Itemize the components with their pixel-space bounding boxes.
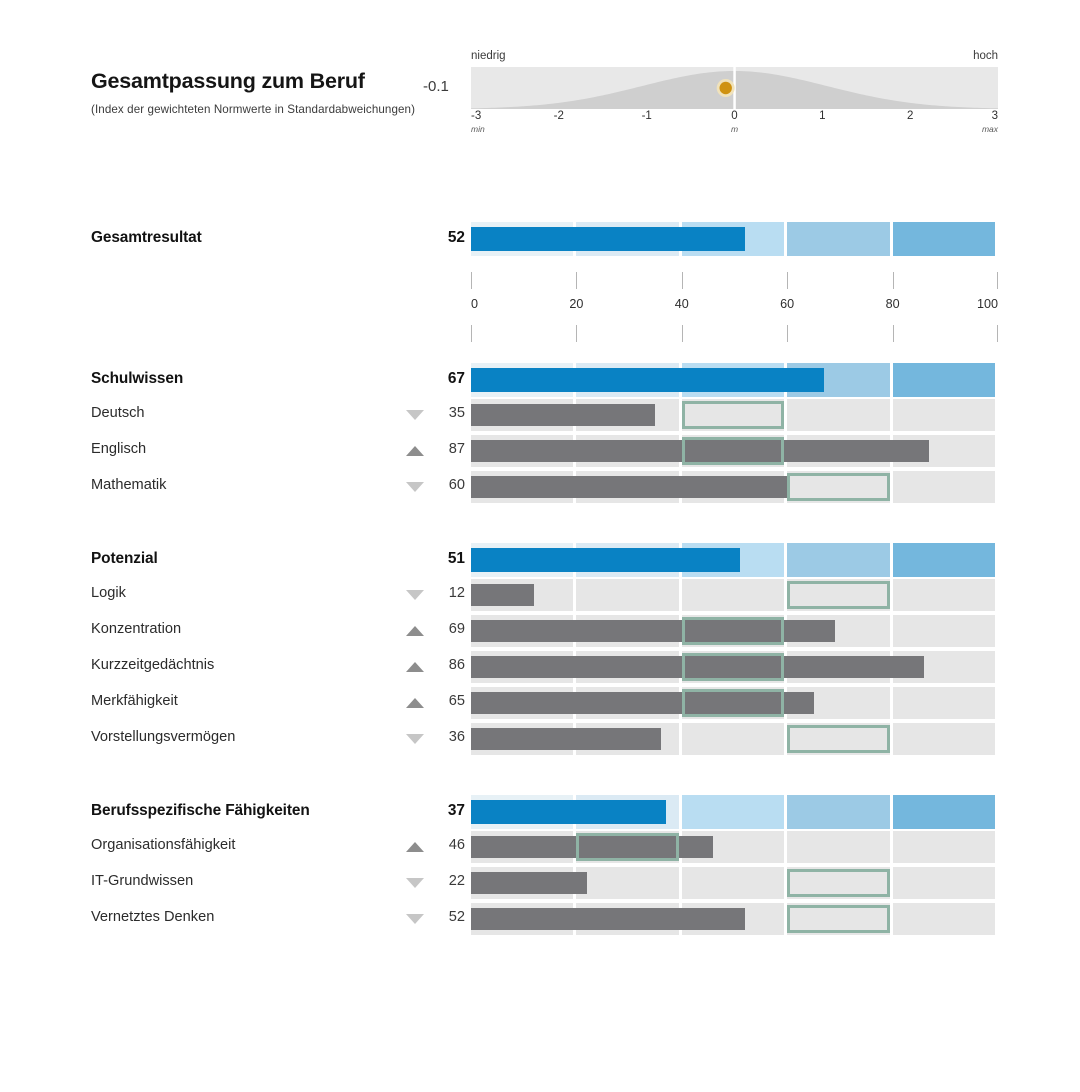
section-label: Berufsspezifische Fähigkeiten bbox=[91, 802, 310, 819]
track-segment bbox=[787, 795, 889, 829]
axis-tick bbox=[471, 272, 472, 289]
subscale-label: IT-Grundwissen bbox=[91, 873, 194, 889]
track-segment bbox=[787, 831, 889, 863]
page-title: Gesamtpassung zum Beruf bbox=[91, 69, 365, 93]
report-header bbox=[91, 70, 451, 116]
subscale-value-bar bbox=[471, 476, 787, 498]
target-range-box bbox=[682, 653, 784, 681]
target-range-box bbox=[787, 905, 889, 933]
section-value: 37 bbox=[447, 802, 465, 819]
subscale-row bbox=[0, 651, 1080, 683]
axis-label: 60 bbox=[780, 297, 795, 311]
axis-tick bbox=[787, 272, 788, 289]
track-segment bbox=[893, 579, 995, 611]
normal-distribution-svg bbox=[471, 67, 998, 109]
distribution-tick: -1 bbox=[641, 110, 652, 122]
subscale-label: Logik bbox=[91, 585, 126, 601]
subscale-row bbox=[0, 867, 1080, 899]
subscale-label: Deutsch bbox=[91, 405, 145, 421]
axis-tick bbox=[471, 325, 472, 342]
trend-down-icon bbox=[406, 590, 426, 602]
overall-index-value: -0.1 bbox=[423, 78, 449, 95]
axis-tick bbox=[576, 272, 577, 289]
subscale-label: Organisationsfähigkeit bbox=[91, 837, 236, 853]
subscale-track bbox=[471, 615, 998, 647]
trend-down-icon bbox=[406, 914, 426, 926]
track-segment bbox=[893, 867, 995, 899]
trend-up-icon bbox=[406, 698, 426, 710]
subscale-row bbox=[0, 723, 1080, 755]
target-range-box bbox=[787, 869, 889, 897]
section-value-bar bbox=[471, 800, 666, 824]
section-label: Potenzial bbox=[91, 550, 158, 567]
axis-label: 40 bbox=[674, 297, 689, 311]
subscale-row bbox=[0, 687, 1080, 719]
subscale-row bbox=[0, 903, 1080, 935]
distribution-tick: -3 min bbox=[471, 110, 485, 134]
target-range-box bbox=[787, 581, 889, 609]
subscale-track bbox=[471, 831, 998, 863]
axis-tick bbox=[682, 272, 683, 289]
subscale-row bbox=[0, 615, 1080, 647]
track-segment bbox=[682, 795, 784, 829]
track-segment bbox=[576, 867, 678, 899]
subscale-value: 69 bbox=[448, 621, 465, 637]
axis-tick bbox=[893, 272, 894, 289]
subscale-value-bar bbox=[471, 872, 587, 894]
track-segment bbox=[893, 222, 995, 256]
subscale-track bbox=[471, 651, 998, 683]
subscale-value-bar bbox=[471, 908, 745, 930]
track-segment bbox=[893, 543, 995, 577]
axis-label: 100 bbox=[976, 297, 998, 311]
subscale-label: Mathematik bbox=[91, 477, 167, 493]
subscale-label: Kurzzeitgedächtnis bbox=[91, 657, 215, 673]
subscale-value-bar bbox=[471, 584, 534, 606]
section-label: Gesamtresultat bbox=[91, 229, 202, 246]
axis-tick bbox=[576, 325, 577, 342]
subscale-row bbox=[0, 435, 1080, 467]
subscale-row bbox=[0, 471, 1080, 503]
subscale-value: 35 bbox=[448, 405, 465, 421]
subscale-track bbox=[471, 399, 998, 431]
subscale-track bbox=[471, 723, 998, 755]
section-track bbox=[471, 222, 998, 256]
section-label: Schulwissen bbox=[91, 370, 184, 387]
subscale-value: 36 bbox=[448, 729, 465, 745]
section-value: 51 bbox=[447, 550, 465, 567]
trend-up-icon bbox=[406, 446, 426, 458]
track-segment bbox=[787, 543, 889, 577]
section-value: 67 bbox=[447, 370, 465, 387]
distribution-tick: 0 m bbox=[730, 110, 739, 134]
track-segment bbox=[893, 723, 995, 755]
axis-tick bbox=[893, 325, 894, 342]
axis-label: 20 bbox=[569, 297, 584, 311]
trend-up-icon bbox=[406, 662, 426, 674]
subscale-label: Vernetztes Denken bbox=[91, 909, 215, 925]
track-segment bbox=[787, 222, 889, 256]
subscale-value: 87 bbox=[448, 441, 465, 457]
track-segment bbox=[787, 399, 889, 431]
subscale-value: 12 bbox=[448, 585, 465, 601]
distribution-tick: 1 bbox=[819, 110, 826, 122]
axis-tick bbox=[787, 325, 788, 342]
track-segment bbox=[893, 471, 995, 503]
target-range-box bbox=[787, 725, 889, 753]
target-range-box bbox=[576, 833, 678, 861]
target-range-box bbox=[682, 689, 784, 717]
axis-tick bbox=[997, 272, 998, 289]
section-value-bar bbox=[471, 227, 745, 251]
subscale-value: 52 bbox=[448, 909, 465, 925]
section-value: 52 bbox=[447, 229, 465, 246]
target-range-box bbox=[682, 401, 784, 429]
distribution-axis bbox=[471, 111, 998, 135]
subscale-value: 46 bbox=[448, 837, 465, 853]
subscale-row bbox=[0, 579, 1080, 611]
track-segment bbox=[893, 363, 995, 397]
axis-tick bbox=[682, 325, 683, 342]
track-segment bbox=[893, 831, 995, 863]
track-segment bbox=[893, 615, 995, 647]
target-range-box bbox=[682, 437, 784, 465]
trend-down-icon bbox=[406, 482, 426, 494]
track-segment bbox=[682, 579, 784, 611]
subscale-label: Englisch bbox=[91, 441, 147, 457]
axis-label: 80 bbox=[885, 297, 900, 311]
track-segment bbox=[682, 867, 784, 899]
section-row bbox=[0, 363, 1080, 397]
trend-up-icon bbox=[406, 842, 426, 854]
subscale-track bbox=[471, 435, 998, 467]
section-row bbox=[0, 543, 1080, 577]
subscale-value: 22 bbox=[448, 873, 465, 889]
section-track bbox=[471, 795, 998, 829]
section-value-bar bbox=[471, 368, 824, 392]
trend-down-icon bbox=[406, 878, 426, 890]
track-segment bbox=[893, 903, 995, 935]
distribution-tick: 2 bbox=[906, 110, 914, 122]
distribution-high-label: hoch bbox=[973, 50, 998, 62]
trend-up-icon bbox=[406, 626, 426, 638]
track-segment bbox=[893, 795, 995, 829]
subscale-value-bar bbox=[471, 728, 661, 750]
distribution-marker-dot bbox=[717, 79, 735, 97]
axis-tick bbox=[997, 325, 998, 342]
target-range-box bbox=[787, 473, 889, 501]
track-segment bbox=[893, 399, 995, 431]
subscale-label: Merkfähigkeit bbox=[91, 693, 178, 709]
subscale-label: Konzentration bbox=[91, 621, 182, 637]
section-track bbox=[471, 543, 998, 577]
section-value-bar bbox=[471, 548, 740, 572]
subscale-label: Vorstellungsvermögen bbox=[91, 729, 236, 745]
page-subtitle: (Index der gewichteten Normwerte in Standardabweichungen) bbox=[91, 102, 416, 116]
distribution-tick: 3 max bbox=[981, 110, 998, 134]
subscale-row bbox=[0, 399, 1080, 431]
track-segment bbox=[893, 687, 995, 719]
distribution-curve bbox=[471, 67, 998, 109]
distribution-low-label: niedrig bbox=[471, 50, 506, 62]
section-row bbox=[0, 222, 1080, 256]
subscale-track bbox=[471, 687, 998, 719]
subscale-track bbox=[471, 579, 998, 611]
subscale-value: 65 bbox=[448, 693, 465, 709]
section-track bbox=[471, 363, 998, 397]
subscale-track bbox=[471, 903, 998, 935]
subscale-value: 60 bbox=[448, 477, 465, 493]
subscale-track bbox=[471, 471, 998, 503]
trend-down-icon bbox=[406, 734, 426, 746]
subscale-row bbox=[0, 831, 1080, 863]
subscale-track bbox=[471, 867, 998, 899]
axis-label: 0 bbox=[471, 297, 479, 311]
section-row bbox=[0, 795, 1080, 829]
subscale-value: 86 bbox=[448, 657, 465, 673]
target-range-box bbox=[682, 617, 784, 645]
track-segment bbox=[576, 579, 678, 611]
trend-down-icon bbox=[406, 410, 426, 422]
subscale-value-bar bbox=[471, 404, 655, 426]
value-axis bbox=[471, 272, 998, 342]
track-segment bbox=[682, 723, 784, 755]
distribution-tick: -2 bbox=[553, 110, 564, 122]
